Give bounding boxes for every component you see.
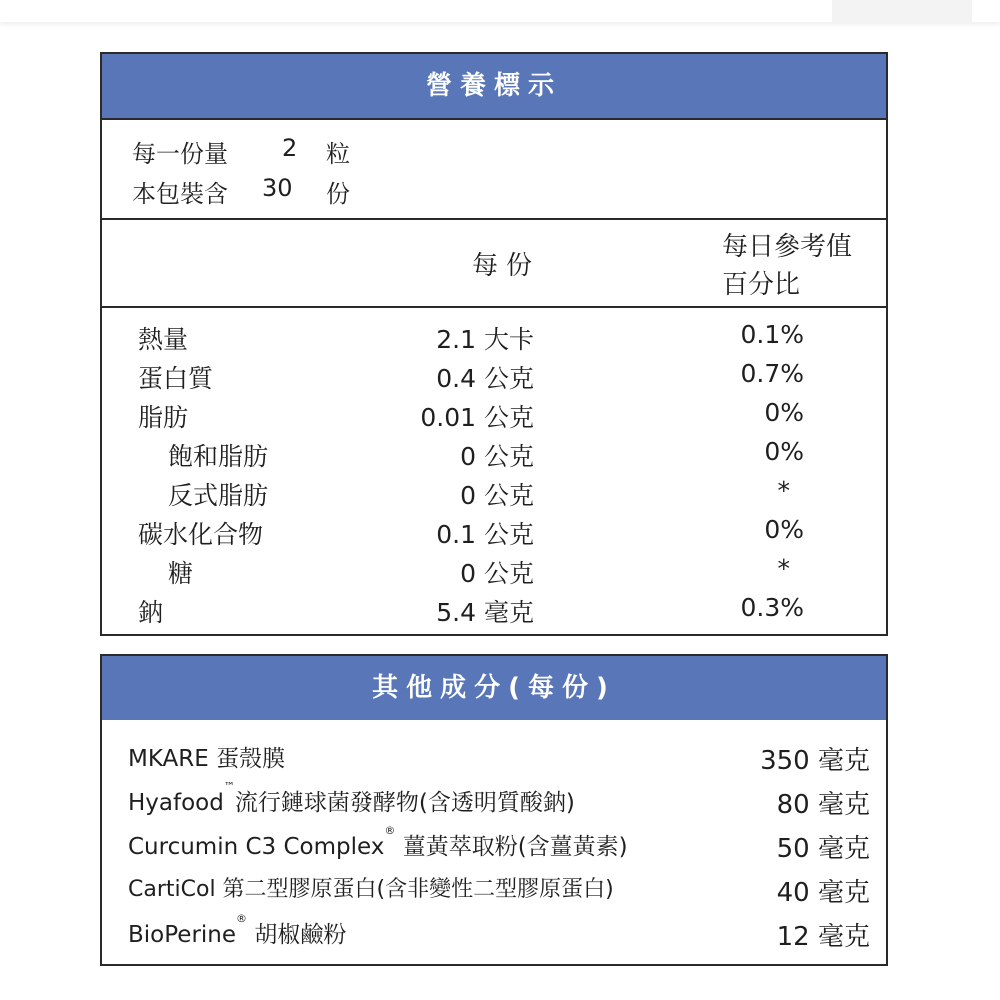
nutrient-amount: 0.4 公克 [436, 364, 534, 393]
nutrient-name: 蛋白質 [138, 364, 214, 393]
serving-info [102, 118, 886, 220]
ingredient-amount: 12 毫克 [776, 922, 870, 952]
nutrient-row [102, 437, 886, 475]
servings-value: 30 [262, 174, 293, 202]
top-corner-shade [832, 0, 972, 24]
nutrient-amount: 5.4 毫克 [436, 598, 534, 627]
nutrient-name: 糖 [168, 559, 194, 588]
nutrient-daily-value: 0.7% [740, 359, 804, 388]
serving-size-value: 2 [282, 134, 298, 162]
servings-label: 本包裝含 [132, 180, 228, 208]
column-headers [102, 220, 886, 308]
ingredient-mark: ® [384, 824, 396, 837]
nutrient-row [102, 320, 886, 358]
nutrient-daily-value: * [777, 476, 790, 505]
other-ingredients-title: 其他成分(每份) [102, 656, 886, 720]
nutrient-daily-value: 0.3% [740, 593, 804, 622]
ingredient-desc: 第二型膠原蛋白(含非變性二型膠原蛋白) [215, 877, 614, 902]
servings-unit: 份 [326, 180, 350, 208]
daily-value-header [722, 228, 852, 304]
ingredient-brand: CartiCol [128, 877, 216, 902]
ingredient-row [102, 912, 886, 956]
nutrient-daily-value: 0% [764, 398, 804, 427]
ingredient-brand: MKARE [128, 746, 209, 772]
ingredient-name [128, 740, 285, 773]
ingredient-row [102, 780, 886, 824]
nutrient-row [102, 515, 886, 553]
ingredient-brand: Curcumin C3 Complex [128, 834, 385, 860]
ingredient-brand: BioPerine [128, 922, 237, 948]
nutrient-amount: 0.1 公克 [436, 520, 534, 549]
nutrition-title: 營養標示 [102, 54, 886, 118]
nutrition-panel [100, 52, 888, 636]
daily-value-header-line2: 百分比 [722, 270, 801, 300]
ingredient-mark: ™ [223, 780, 235, 793]
ingredient-desc: 流行鏈球菌發酵物(含透明質酸鈉) [234, 790, 575, 816]
nutrient-name: 鈉 [138, 598, 164, 627]
nutrient-row [102, 398, 886, 436]
ingredient-name [128, 872, 614, 903]
ingredient-amount: 350 毫克 [760, 746, 870, 776]
ingredient-amount: 40 毫克 [776, 878, 870, 908]
per-serving-header: 每份 [472, 251, 541, 281]
nutrient-amount: 0.01 公克 [420, 403, 534, 432]
serving-size-label: 每一份量 [132, 140, 228, 168]
nutrient-row [102, 359, 886, 397]
nutrient-amount: 2.1 大卡 [436, 325, 534, 354]
nutrient-row [102, 554, 886, 592]
nutrient-name: 脂肪 [138, 403, 189, 432]
ingredient-name [128, 912, 347, 949]
daily-value-header-line1: 每日參考值 [722, 232, 853, 262]
nutrient-amount: 0 公克 [460, 442, 534, 471]
nutrient-name: 碳水化合物 [138, 520, 264, 549]
ingredient-desc: 胡椒鹼粉 [247, 922, 347, 948]
nutrient-daily-value: * [777, 554, 790, 583]
ingredient-row [102, 824, 886, 868]
serving-size-unit: 粒 [326, 140, 350, 168]
nutrient-daily-value: 0.1% [740, 320, 804, 349]
ingredient-name [128, 824, 628, 861]
ingredient-row [102, 872, 886, 912]
ingredient-mark: ® [236, 912, 248, 925]
nutrient-row [102, 593, 886, 631]
nutrient-amount: 0 公克 [460, 481, 534, 510]
nutrient-row [102, 476, 886, 514]
nutrient-name: 熱量 [138, 325, 189, 354]
nutrient-daily-value: 0% [764, 437, 804, 466]
nutrient-name: 反式脂肪 [168, 481, 269, 510]
ingredient-brand: Hyafood [128, 790, 224, 816]
ingredient-amount: 50 毫克 [776, 834, 870, 864]
ingredient-desc: 薑黃萃取粉(含薑黃素) [395, 834, 628, 860]
nutrient-amount: 0 公克 [460, 559, 534, 588]
other-ingredients-panel [100, 654, 888, 966]
nutrient-name: 飽和脂肪 [168, 442, 269, 471]
nutrient-daily-value: 0% [764, 515, 804, 544]
ingredient-name [128, 780, 575, 817]
ingredient-row [102, 740, 886, 780]
ingredient-desc: 蛋殼膜 [208, 746, 286, 772]
ingredient-amount: 80 毫克 [776, 790, 870, 820]
